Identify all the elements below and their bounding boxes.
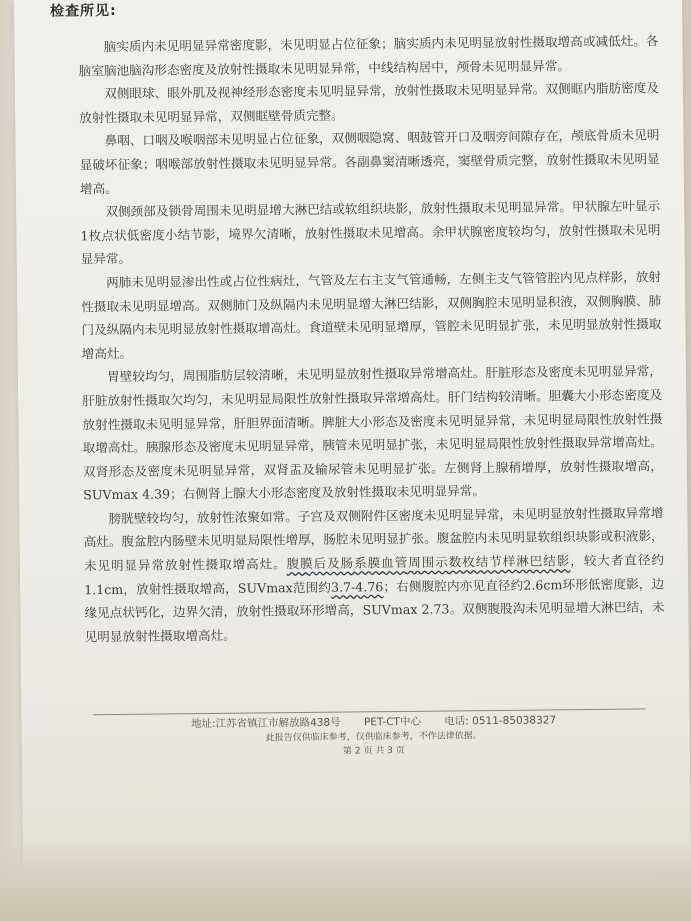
pelvis-text-2: ，较大者直径约1.1cm，放射性摄取增高，SUVmax范围约 — [84, 552, 664, 597]
findings-paragraph-chest: 两肺未见明显渗出性或占位性病灶，气管及左右主支气管通畅，左侧主支气管管腔内见点样影，放射性摄取未见明显增高。双侧肺门及纵隔内未见明显增大淋巴结影，双侧胸腔未见明显积液，双侧胸膜、肺门及纵隔内未见明显放射性摄取增高灶。食道壁未见明显增厚，管腔未见明显扩张，未见明显放射性摄取增高灶。 — [81, 269, 662, 362]
underlined-lymph-node-finding: 腹膜后及肠系膜血管周围示数枚结节样淋巴结影 — [286, 553, 571, 572]
findings-body — [78, 29, 664, 648]
report-footer — [94, 711, 654, 761]
footer-center: PET-CT中心 — [363, 715, 421, 729]
pelvis-text-3: ；右侧腹腔内亦见直径约2.6cm环形低密度影，边缘见点状钙化，边界欠清，放射性摄取环形增高，SUVmax 2.73。双侧腹股沟未见明显增大淋巴结，未见明显放射性摄取增高灶。 — [84, 575, 665, 645]
footer-phone: 电话: 0511-85038327 — [444, 714, 557, 728]
footer-address: 地址:江苏省镇江市解放路438号 — [190, 716, 341, 731]
pelvis-text-1: 膀胱壁较均匀，放射性浓聚如常。子宫及双侧附件区密度未见明显异常，未见明显放射性摄取异常增高灶。腹盆腔内肠壁未见明显局限性增厚，肠腔未见明显扩张。腹盆腔内未见明显软组织块影或积液影，未见明显异常放射性摄取增高灶。 — [83, 505, 664, 574]
page-number: 第 2 页 共 3 页 — [342, 745, 405, 757]
footer-disclaimer: 此报告仅供临床参考，仅供临床参考，不作法律依据。 — [265, 731, 482, 744]
underlined-suv-range: 3.7-4.76 — [330, 578, 384, 595]
report-page — [14, 0, 691, 880]
findings-paragraph-neck: 双侧颈部及锁骨周围未见明显增大淋巴结或软组织块影，放射性摄取未见明显异常。甲状腺左叶显示1枚点状低密度小结节影，境界欠清晰，放射性摄取未见增高。余甲状腺密度较均匀，放射性摄取未见明显异常。 — [80, 198, 661, 267]
findings-paragraph-pelvis — [83, 501, 664, 649]
findings-paragraph-orbit: 双侧眼球、眼外肌及视神经形态密度未见明显异常，放射性摄取未见明显异常。双侧眶内脂肪密度及放射性摄取未见明显异常，双侧眶壁骨质完整。 — [79, 80, 660, 126]
findings-paragraph-abdomen: 胃壁较均匀，周围脂肪层较清晰，未见明显放射性摄取异常增高灶。肝脏形态及密度未见明显异常，肝脏放射性摄取欠均匀，未见明显局限性放射性摄取异常增高灶。肝门结构较清晰。胆囊大小形态密度及放射性摄取未见明显异常，肝胆界面清晰。脾脏大小形态及密度未见明显异常，未见明显局限性放射性摄取增高灶。胰腺形态及密度未见明显异常，胰管未见明显扩张，未见明显局限性放射性摄取异常增高灶。双肾形态及密度未见明显异常，双肾盂及输尿管未见明显扩张。左侧肾上腺稍增厚，放射性摄取增高，SUVmax 4.39；右侧肾上腺大小形态密度及放射性摄取未见明显异常。 — [82, 363, 663, 503]
findings-paragraph-brain: 脑实质内未见明显异常密度影，未见明显占位征象；脑实质内未见明显放射性摄取增高或减低灶。各脑室脑池脑沟形态密度及放射性摄取未见明显异常，中线结构居中，颅骨未见明显异常。 — [78, 33, 659, 78]
paper-bottom-shadow — [0, 840, 691, 921]
section-title: 检查所见: — [50, 2, 117, 20]
findings-paragraph-pharynx: 鼻咽、口咽及喉咽部未见明显占位征象，双侧咽隐窝、咽鼓管开口及咽旁间隙存在，颅底骨质未见明显破坏征象；咽喉部放射性摄取未见明显异常。各副鼻窦清晰透亮，窦壁骨质完整，放射性摄取未见明显增高。 — [79, 127, 660, 196]
